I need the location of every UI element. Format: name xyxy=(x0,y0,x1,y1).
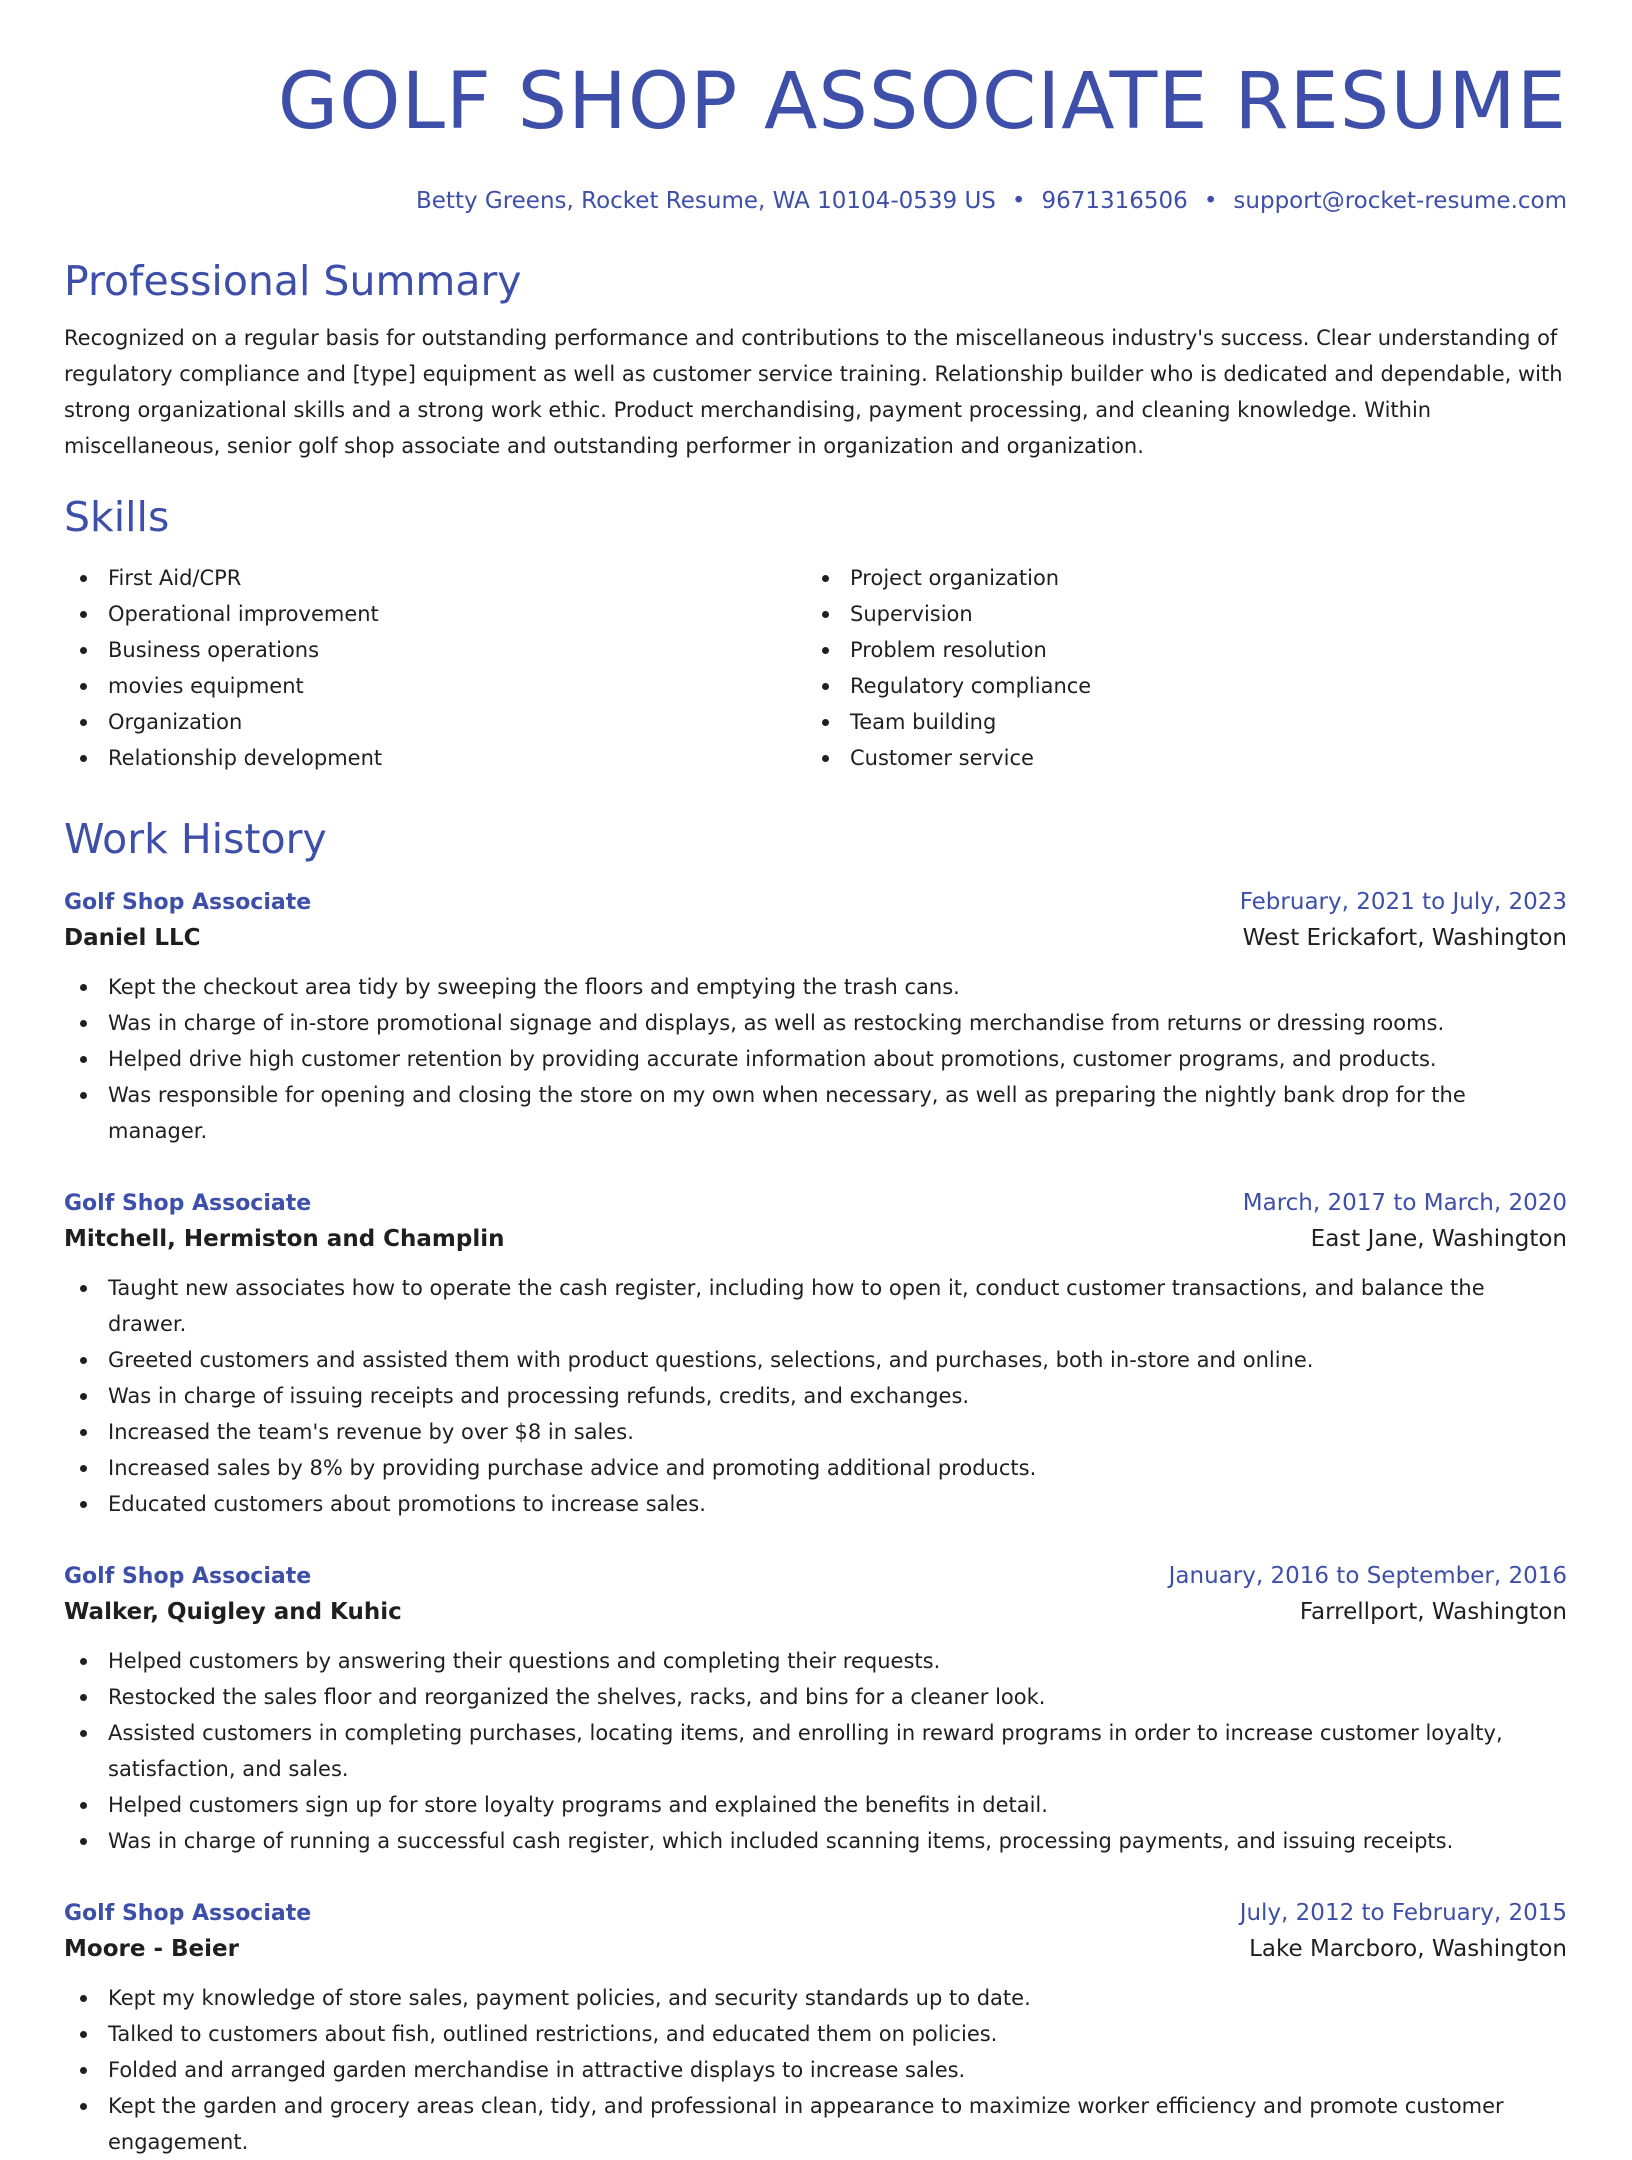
job-employer xyxy=(64,919,1567,957)
skill-item: Problem resolution xyxy=(806,632,1548,668)
skill-item: Project organization xyxy=(806,560,1548,596)
job-bullet: Was in charge of running a successful cash register, which included scanning items, processing payments, and issuing receipts. xyxy=(64,1823,1567,1859)
job-dates: January, 2016 to September, 2016 xyxy=(1168,1563,1567,1589)
contact-separator: • xyxy=(1203,188,1218,214)
job-bullet: Restocked the sales floor and reorganized the shelves, racks, and bins for a cleaner look. xyxy=(64,1679,1567,1715)
work-history-heading: Work History xyxy=(64,815,327,863)
job-bullet: Educated customers about promotions to increase sales. xyxy=(64,1486,1567,1522)
contact-separator: • xyxy=(1011,188,1026,214)
job-bullet: Assisted customers in completing purchases, locating items, and enrolling in reward programs in order to increase customer loyalty, satisfaction, and sales. xyxy=(64,1715,1567,1787)
resume-page xyxy=(64,0,1567,2160)
job-company: Walker, Quigley and Kuhic xyxy=(64,1599,402,1625)
job-company: Moore - Beier xyxy=(64,1936,239,1962)
skill-item: Organization xyxy=(64,704,806,740)
contact-phone: 9671316506 xyxy=(1041,188,1188,214)
contact-email: support@rocket-resume.com xyxy=(1233,188,1567,214)
contact-line xyxy=(64,186,1567,216)
contact-address: Betty Greens, Rocket Resume, WA 10104-0539 US xyxy=(416,188,996,214)
job-dates: February, 2021 to July, 2023 xyxy=(1239,889,1567,915)
job-title: Golf Shop Associate xyxy=(64,890,312,915)
job-company: Mitchell, Hermiston and Champlin xyxy=(64,1226,505,1252)
skill-item: movies equipment xyxy=(64,668,806,704)
resume-title: GOLF SHOP ASSOCIATE RESUME xyxy=(277,57,1567,147)
skill-item: Relationship development xyxy=(64,740,806,776)
job-bullets xyxy=(64,969,1567,1149)
job-bullets xyxy=(64,1980,1567,2160)
job-bullet: Folded and arranged garden merchandise in attractive displays to increase sales. xyxy=(64,2052,1567,2088)
job-bullet: Was in charge of issuing receipts and processing refunds, credits, and exchanges. xyxy=(64,1378,1567,1414)
job-entry xyxy=(64,886,1567,1149)
job-entry xyxy=(64,1560,1567,1859)
skill-item: Operational improvement xyxy=(64,596,806,632)
job-bullet: Taught new associates how to operate the cash register, including how to open it, conduct customer transactions, and balance the drawer. xyxy=(64,1270,1567,1342)
job-bullet: Kept my knowledge of store sales, payment policies, and security standards up to date. xyxy=(64,1980,1567,2016)
skill-item: Supervision xyxy=(806,596,1548,632)
job-entry xyxy=(64,1187,1567,1522)
job-location: Farrellport, Washington xyxy=(1299,1599,1567,1625)
job-location: Lake Marcboro, Washington xyxy=(1249,1936,1567,1962)
job-location: West Erickafort, Washington xyxy=(1242,925,1567,951)
job-bullet: Greeted customers and assisted them with product questions, selections, and purchases, both in-store and online. xyxy=(64,1342,1567,1378)
job-bullet: Helped customers by answering their questions and completing their requests. xyxy=(64,1643,1567,1679)
skill-item: Customer service xyxy=(806,740,1548,776)
job-bullet: Increased the team's revenue by over $8 in sales. xyxy=(64,1414,1567,1450)
job-employer xyxy=(64,1930,1567,1968)
job-employer xyxy=(64,1220,1567,1258)
job-bullet: Talked to customers about fish, outlined restrictions, and educated them on policies. xyxy=(64,2016,1567,2052)
job-location: East Jane, Washington xyxy=(1310,1226,1567,1252)
job-dates: March, 2017 to March, 2020 xyxy=(1242,1190,1567,1216)
summary-heading: Professional Summary xyxy=(64,257,522,305)
job-bullet: Was responsible for opening and closing the store on my own when necessary, as well as preparing the nightly bank drop for the manager. xyxy=(64,1077,1567,1149)
job-title: Golf Shop Associate xyxy=(64,1564,312,1589)
job-header xyxy=(64,1187,1567,1220)
job-bullets xyxy=(64,1643,1567,1859)
skills-column-left xyxy=(64,560,806,776)
job-bullet: Kept the checkout area tidy by sweeping the floors and emptying the trash cans. xyxy=(64,969,1567,1005)
job-bullet: Helped drive high customer retention by providing accurate information about promotions, customer programs, and products. xyxy=(64,1041,1567,1077)
skill-item: Regulatory compliance xyxy=(806,668,1548,704)
job-header xyxy=(64,886,1567,919)
job-header xyxy=(64,1897,1567,1930)
skill-item: Business operations xyxy=(64,632,806,668)
skill-item: First Aid/CPR xyxy=(64,560,806,596)
job-title: Golf Shop Associate xyxy=(64,1901,312,1926)
job-bullets xyxy=(64,1270,1567,1522)
skill-item: Team building xyxy=(806,704,1548,740)
job-entry xyxy=(64,1897,1567,2160)
job-header xyxy=(64,1560,1567,1593)
summary-text: Recognized on a regular basis for outstanding performance and contributions to the miscellaneous industry's success. Clear understanding of regulatory compliance and [type] equipment as well as customer service training. Relationship builder who is dedicated and dependable, with strong organizational skills and a strong work ethic. Product merchandising, payment processing, and cleaning knowledge. Within miscellaneous, senior golf shop associate and outstanding performer in organization and organization. xyxy=(64,326,1563,458)
skills-heading: Skills xyxy=(64,493,170,541)
job-bullet: Helped customers sign up for store loyalty programs and explained the benefits in detail. xyxy=(64,1787,1567,1823)
skills-list xyxy=(64,560,1567,776)
job-dates: July, 2012 to February, 2015 xyxy=(1239,1900,1567,1926)
job-bullet: Increased sales by 8% by providing purchase advice and promoting additional products. xyxy=(64,1450,1567,1486)
job-title: Golf Shop Associate xyxy=(64,1191,312,1216)
job-company: Daniel LLC xyxy=(64,925,201,951)
skills-column-right xyxy=(806,560,1548,776)
job-bullet: Kept the garden and grocery areas clean, tidy, and professional in appearance to maximize worker efficiency and promote customer engagement. xyxy=(64,2088,1567,2160)
job-employer xyxy=(64,1593,1567,1631)
job-bullet: Was in charge of in-store promotional signage and displays, as well as restocking merchandise from returns or dressing rooms. xyxy=(64,1005,1567,1041)
